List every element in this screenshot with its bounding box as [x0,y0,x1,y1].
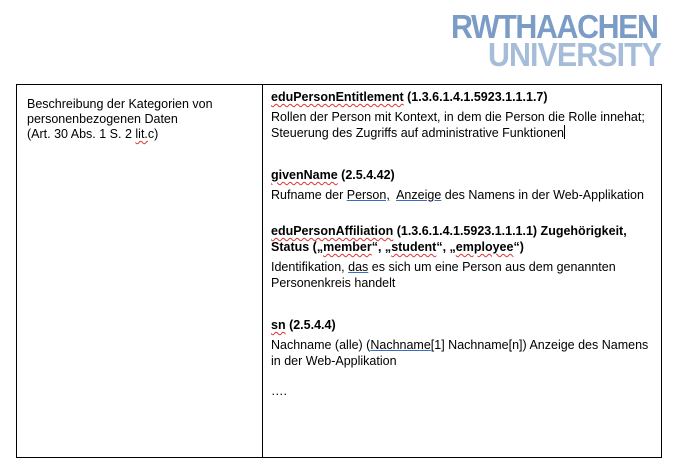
attribute-title: eduPersonEntitlement (1.3.6.1.4.1.5923.1.1.1.7) [271,90,548,104]
processing-record-table [16,84,662,458]
table-row [17,85,662,458]
category-label-line3: (Art. 30 Abs. 1 S. 2 lit.c) [27,127,159,141]
ellipsis-text: …. [271,384,287,398]
attribute-entry-edupersonentitlement [271,89,653,141]
category-content-cell[interactable] [263,85,662,458]
attribute-description: Identifikation, das es sich um eine Person aus dem genannten Personenkreis handelt [271,260,616,290]
attribute-entry-givenname [271,167,653,203]
attribute-title: givenName (2.5.4.42) [271,168,395,182]
rwth-aachen-logo [451,8,661,73]
spellcheck-mark: lit. [135,127,148,141]
attribute-description: Nachname (alle) (Nachname[1] Nachname[n]) Anzeige des Namens in der Web-Applikation [271,338,649,368]
logo-line2: UNIVERSITY [487,36,661,73]
category-label-line1: Beschreibung der Kategorien von [27,97,213,111]
logo-line1: RWTHAACHEN [451,8,658,45]
attribute-entry-sn [271,317,653,369]
text-cursor [564,125,565,139]
attribute-title: eduPersonAffiliation (1.3.6.1.4.1.5923.1.1.1.1) Zugehörigkeit, Status („member“, „student“, „employee“) [271,224,627,254]
attribute-description: Rufname der Person, Anzeige des Namens in der Web-Applikation [271,188,644,202]
attribute-description: Rollen der Person mit Kontext, in dem die Person die Rolle innehat; Steuerung des Zugriffs auf administrative Funktionen [271,110,645,140]
attribute-entry-edupersonaffiliation [271,223,653,291]
category-label-line2: personenbezogenen Daten [27,112,178,126]
category-label-cell [17,85,263,458]
attribute-title: sn (2.5.4.4) [271,318,336,332]
